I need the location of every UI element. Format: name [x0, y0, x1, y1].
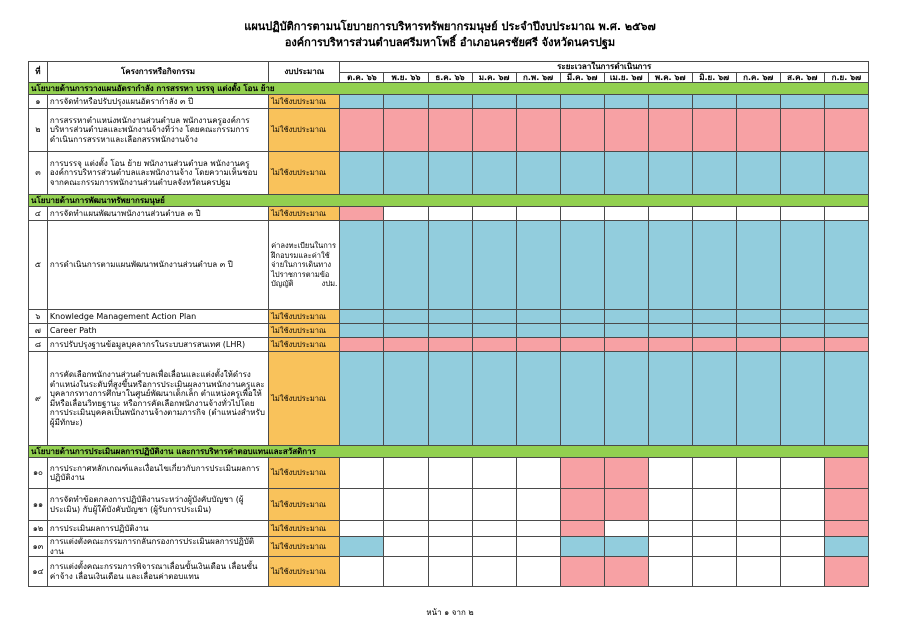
schedule-cell [692, 109, 736, 152]
schedule-cell [428, 324, 472, 338]
month-header: เม.ย. ๖๗ [604, 72, 648, 83]
table-row [29, 109, 869, 152]
table-row [29, 310, 869, 324]
row-number: ๔ [29, 207, 48, 221]
policy-section-title: นโยบายด้านการประเมินผลการปฏิบัติงาน และการบริหารค่าตอบแทนและสวัสดิการ [29, 446, 869, 458]
schedule-cell [780, 95, 824, 109]
budget-cell: ไม่ใช้งบประมาณ [269, 521, 340, 537]
schedule-cell [648, 489, 692, 521]
month-header: ก.พ. ๖๗ [516, 72, 560, 83]
schedule-cell [824, 352, 868, 446]
table-row [29, 338, 869, 352]
schedule-cell [472, 352, 516, 446]
budget-cell: ไม่ใช้งบประมาณ [269, 95, 340, 109]
project-description: การแต่งตั้งคณะกรรมการพิจารณาเลื่อนขั้นเงินเดือน เลื่อนขั้นค่าจ้าง เลื่อนเงินเดือน และเลื่อนค่าตอบแทน [47, 557, 268, 587]
schedule-cell [340, 458, 384, 489]
schedule-cell [780, 489, 824, 521]
schedule-cell [824, 152, 868, 195]
row-number: ๕ [29, 221, 48, 310]
budget-cell: ไม่ใช้งบประมาณ [269, 338, 340, 352]
schedule-cell [780, 352, 824, 446]
schedule-cell [560, 310, 604, 324]
schedule-cell [472, 324, 516, 338]
schedule-cell [516, 338, 560, 352]
schedule-cell [824, 557, 868, 587]
schedule-cell [472, 489, 516, 521]
schedule-cell [516, 557, 560, 587]
schedule-cell [692, 521, 736, 537]
schedule-cell [824, 109, 868, 152]
schedule-cell [780, 338, 824, 352]
schedule-cell [648, 338, 692, 352]
month-header: ม.ค. ๖๗ [472, 72, 516, 83]
month-header: ส.ค. ๖๗ [780, 72, 824, 83]
schedule-cell [780, 557, 824, 587]
budget-cell: ไม่ใช้งบประมาณ [269, 207, 340, 221]
row-number: ๓ [29, 152, 48, 195]
schedule-cell [604, 489, 648, 521]
schedule-cell [648, 521, 692, 537]
schedule-cell [736, 458, 780, 489]
column-header-project: โครงการหรือกิจกรรม [47, 62, 268, 83]
schedule-cell [736, 207, 780, 221]
schedule-cell [384, 324, 428, 338]
schedule-cell [428, 207, 472, 221]
policy-section-row [29, 446, 869, 458]
schedule-cell [780, 310, 824, 324]
schedule-cell [824, 338, 868, 352]
schedule-cell [340, 221, 384, 310]
schedule-cell [648, 324, 692, 338]
schedule-cell [428, 152, 472, 195]
schedule-cell [604, 207, 648, 221]
schedule-cell [560, 324, 604, 338]
schedule-cell [736, 352, 780, 446]
schedule-cell [692, 338, 736, 352]
schedule-cell [472, 152, 516, 195]
schedule-cell [560, 557, 604, 587]
schedule-cell [340, 521, 384, 537]
schedule-cell [560, 152, 604, 195]
table-row [29, 324, 869, 338]
month-header: ต.ค. ๖๖ [340, 72, 384, 83]
budget-cell: ไม่ใช้งบประมาณ [269, 352, 340, 446]
schedule-cell [648, 310, 692, 324]
schedule-cell [824, 221, 868, 310]
row-number: ๙ [29, 352, 48, 446]
schedule-cell [560, 221, 604, 310]
schedule-cell [736, 557, 780, 587]
month-header: ธ.ค. ๖๖ [428, 72, 472, 83]
schedule-cell [340, 338, 384, 352]
schedule-cell [516, 324, 560, 338]
schedule-cell [472, 458, 516, 489]
schedule-cell [648, 109, 692, 152]
schedule-cell [560, 95, 604, 109]
schedule-cell [472, 557, 516, 587]
schedule-cell [560, 352, 604, 446]
schedule-cell [692, 489, 736, 521]
row-number: ๑๑ [29, 489, 48, 521]
month-header: ก.ค. ๖๗ [736, 72, 780, 83]
schedule-cell [384, 310, 428, 324]
project-description: การแต่งตั้งคณะกรรมการกลั่นกรองการประเมินผลการปฏิบัติงาน [47, 537, 268, 557]
project-description: การปรับปรุงฐานข้อมูลบุคลากรในระบบสารสนเทศ (LHR) [47, 338, 268, 352]
schedule-cell [736, 95, 780, 109]
schedule-cell [428, 109, 472, 152]
schedule-cell [780, 221, 824, 310]
document-subtitle: องค์การบริหารส่วนตำบลศรีมหาโพธิ์ อำเภอนครชัยศรี จังหวัดนครปฐม [284, 36, 616, 49]
schedule-cell [516, 537, 560, 557]
budget-cell: ไม่ใช้งบประมาณ [269, 537, 340, 557]
schedule-cell [340, 152, 384, 195]
schedule-cell [472, 537, 516, 557]
schedule-cell [648, 207, 692, 221]
schedule-cell [384, 338, 428, 352]
schedule-cell [780, 207, 824, 221]
schedule-cell [604, 537, 648, 557]
schedule-cell [516, 95, 560, 109]
schedule-cell [472, 310, 516, 324]
row-number: ๑ [29, 95, 48, 109]
schedule-cell [384, 152, 428, 195]
schedule-cell [340, 352, 384, 446]
schedule-cell [780, 109, 824, 152]
schedule-cell [604, 352, 648, 446]
schedule-cell [692, 557, 736, 587]
schedule-cell [780, 521, 824, 537]
schedule-cell [692, 537, 736, 557]
table-row [29, 537, 869, 557]
schedule-cell [516, 109, 560, 152]
schedule-cell [428, 521, 472, 537]
schedule-cell [340, 109, 384, 152]
schedule-cell [340, 95, 384, 109]
table-row [29, 458, 869, 489]
project-description: การจัดทำหรือปรับปรุงแผนอัตรากำลัง ๓ ปี [47, 95, 268, 109]
table-row [29, 95, 869, 109]
action-plan-table [28, 61, 869, 587]
policy-section-title: นโยบายด้านการพัฒนาทรัพยากรมนุษย์ [29, 195, 869, 207]
budget-note: ค่าลงทะเบียนในการฝึกอบรมและค่าใช้จ่ายในการเดินทางไปราชการตามข้อบัญญัติ งปม. [269, 221, 340, 310]
policy-section-title: นโยบายด้านการวางแผนอัตรากำลัง การสรรหา บรรจุ แต่งตั้ง โอน ย้าย [29, 83, 869, 95]
budget-cell: ไม่ใช้งบประมาณ [269, 152, 340, 195]
schedule-cell [736, 152, 780, 195]
policy-section-row [29, 195, 869, 207]
schedule-cell [824, 310, 868, 324]
schedule-cell [472, 207, 516, 221]
table-row [29, 207, 869, 221]
schedule-cell [648, 557, 692, 587]
schedule-cell [736, 521, 780, 537]
budget-cell: ไม่ใช้งบประมาณ [269, 557, 340, 587]
schedule-cell [384, 207, 428, 221]
schedule-cell [516, 352, 560, 446]
schedule-cell [736, 310, 780, 324]
budget-cell: ไม่ใช้งบประมาณ [269, 310, 340, 324]
schedule-cell [384, 489, 428, 521]
schedule-cell [428, 95, 472, 109]
schedule-cell [736, 489, 780, 521]
project-description: การประเมินผลการปฏิบัติงาน [47, 521, 268, 537]
column-header-period: ระยะเวลาในการดำเนินการ [340, 62, 869, 73]
schedule-cell [516, 310, 560, 324]
document-title: แผนปฏิบัติการตามนโยบายการบริหารทรัพยากรมนุษย์ ประจำปีงบประมาณ พ.ศ. ๒๕๖๗ [244, 20, 656, 33]
project-description: การจัดทำแผนพัฒนาพนักงานส่วนตำบล ๓ ปี [47, 207, 268, 221]
schedule-cell [604, 310, 648, 324]
column-header-budget: งบประมาณ [269, 62, 340, 83]
schedule-cell [384, 352, 428, 446]
schedule-cell [516, 221, 560, 310]
schedule-cell [516, 458, 560, 489]
column-header-number: ที่ [29, 62, 48, 83]
schedule-cell [560, 207, 604, 221]
schedule-cell [692, 352, 736, 446]
schedule-cell [824, 458, 868, 489]
month-header: มี.ค. ๖๗ [560, 72, 604, 83]
row-number: ๖ [29, 310, 48, 324]
schedule-cell [692, 152, 736, 195]
schedule-cell [384, 537, 428, 557]
schedule-cell [516, 489, 560, 521]
project-description: การบรรจุ แต่งตั้ง โอน ย้าย พนักงานส่วนตำบล พนักงานครูองค์การบริหารส่วนตำบลและพนักงานจ้าง โดยความเห็นชอบจากคณะกรรมการพนักงานส่วนตำบลจังหวัดนครปฐม [47, 152, 268, 195]
schedule-cell [472, 95, 516, 109]
schedule-cell [604, 152, 648, 195]
schedule-cell [516, 521, 560, 537]
table-row [29, 221, 869, 310]
schedule-cell [384, 221, 428, 310]
schedule-cell [384, 521, 428, 537]
schedule-cell [824, 207, 868, 221]
schedule-cell [648, 537, 692, 557]
schedule-cell [428, 489, 472, 521]
budget-cell: ไม่ใช้งบประมาณ [269, 109, 340, 152]
schedule-cell [736, 338, 780, 352]
schedule-cell [780, 152, 824, 195]
row-number: ๒ [29, 109, 48, 152]
table-row [29, 489, 869, 521]
project-description: การสรรหาตำแหน่งพนักงานส่วนตำบล พนักงานครูองค์การบริหารส่วนตำบลและพนักงานจ้างที่ว่าง โดยคณะกรรมการดำเนินการสรรหาและเลือกสรรพนักงานจ้าง [47, 109, 268, 152]
row-number: ๑๐ [29, 458, 48, 489]
schedule-cell [560, 537, 604, 557]
schedule-cell [692, 95, 736, 109]
schedule-cell [428, 458, 472, 489]
budget-cell: ไม่ใช้งบประมาณ [269, 324, 340, 338]
schedule-cell [428, 338, 472, 352]
schedule-cell [648, 221, 692, 310]
page-number: หน้า ๑ จาก ๒ [426, 608, 474, 617]
schedule-cell [692, 221, 736, 310]
schedule-cell [340, 557, 384, 587]
schedule-cell [428, 352, 472, 446]
schedule-cell [560, 338, 604, 352]
schedule-cell [560, 109, 604, 152]
row-number: ๑๓ [29, 537, 48, 557]
schedule-cell [604, 95, 648, 109]
schedule-cell [428, 537, 472, 557]
schedule-cell [604, 557, 648, 587]
schedule-cell [472, 338, 516, 352]
project-description: การประกาศหลักเกณฑ์และเงื่อนไขเกี่ยวกับการประเมินผลการปฏิบัติงาน [47, 458, 268, 489]
schedule-cell [472, 221, 516, 310]
schedule-cell [736, 221, 780, 310]
schedule-cell [560, 489, 604, 521]
row-number: ๑๔ [29, 557, 48, 587]
row-number: ๗ [29, 324, 48, 338]
schedule-cell [692, 207, 736, 221]
schedule-cell [340, 489, 384, 521]
schedule-cell [824, 95, 868, 109]
schedule-cell [692, 324, 736, 338]
schedule-cell [340, 537, 384, 557]
table-row [29, 352, 869, 446]
table-row [29, 152, 869, 195]
schedule-cell [780, 537, 824, 557]
schedule-cell [340, 207, 384, 221]
schedule-cell [604, 109, 648, 152]
schedule-cell [824, 324, 868, 338]
schedule-cell [472, 521, 516, 537]
row-number: ๑๒ [29, 521, 48, 537]
schedule-cell [516, 207, 560, 221]
policy-section-row [29, 83, 869, 95]
schedule-cell [428, 221, 472, 310]
schedule-cell [428, 557, 472, 587]
schedule-cell [824, 537, 868, 557]
schedule-cell [648, 95, 692, 109]
schedule-cell [516, 152, 560, 195]
schedule-cell [560, 521, 604, 537]
month-header: พ.ย. ๖๖ [384, 72, 428, 83]
schedule-cell [604, 521, 648, 537]
project-description: การคัดเลือกพนักงานส่วนตำบลเพื่อเลื่อนและแต่งตั้งให้ดำรงตำแหน่งในระดับที่สูงขึ้นหรือการประเมินผลงานพนักงานครูและบุคลากรทางการศึกษาในศูนย์พัฒนาเด็กเล็ก ตำแหน่งครูเพื่อให้มีหรือเลื่อนวิทยฐานะ หรือการคัดเลือกพนักงานจ้างทั่วไปโดยการประเมินบุคคลเป็นพนักงานจ้างตามภารกิจ (ตำแหน่งสำหรับผู้มีทักษะ) [47, 352, 268, 446]
project-description: การดำเนินการตามแผนพัฒนาพนักงานส่วนตำบล ๓ ปี [47, 221, 268, 310]
month-header: ก.ย. ๖๗ [824, 72, 868, 83]
schedule-cell [736, 109, 780, 152]
row-number: ๘ [29, 338, 48, 352]
project-description: Knowledge Management Action Plan [47, 310, 268, 324]
budget-cell: ไม่ใช้งบประมาณ [269, 458, 340, 489]
budget-cell: ไม่ใช้งบประมาณ [269, 489, 340, 521]
schedule-cell [780, 458, 824, 489]
month-header: พ.ค. ๖๗ [648, 72, 692, 83]
schedule-cell [340, 324, 384, 338]
table-row [29, 557, 869, 587]
schedule-cell [604, 338, 648, 352]
table-row [29, 521, 869, 537]
schedule-cell [692, 458, 736, 489]
schedule-cell [428, 310, 472, 324]
schedule-cell [648, 152, 692, 195]
schedule-cell [736, 324, 780, 338]
project-description: การจัดทำข้อตกลงการปฏิบัติงานระหว่างผู้บังคับบัญชา (ผู้ประเมิน) กับผู้ใต้บังคับบัญชา (ผู้รับการประเมิน) [47, 489, 268, 521]
schedule-cell [648, 458, 692, 489]
schedule-cell [384, 557, 428, 587]
schedule-cell [692, 310, 736, 324]
schedule-cell [780, 324, 824, 338]
schedule-cell [384, 109, 428, 152]
schedule-cell [340, 310, 384, 324]
schedule-cell [604, 221, 648, 310]
month-header: มิ.ย. ๖๗ [692, 72, 736, 83]
schedule-cell [604, 324, 648, 338]
schedule-cell [604, 458, 648, 489]
schedule-cell [472, 109, 516, 152]
schedule-cell [736, 537, 780, 557]
schedule-cell [560, 458, 604, 489]
project-description: Career Path [47, 324, 268, 338]
schedule-cell [648, 352, 692, 446]
schedule-cell [824, 521, 868, 537]
schedule-cell [384, 95, 428, 109]
schedule-cell [384, 458, 428, 489]
schedule-cell [824, 489, 868, 521]
